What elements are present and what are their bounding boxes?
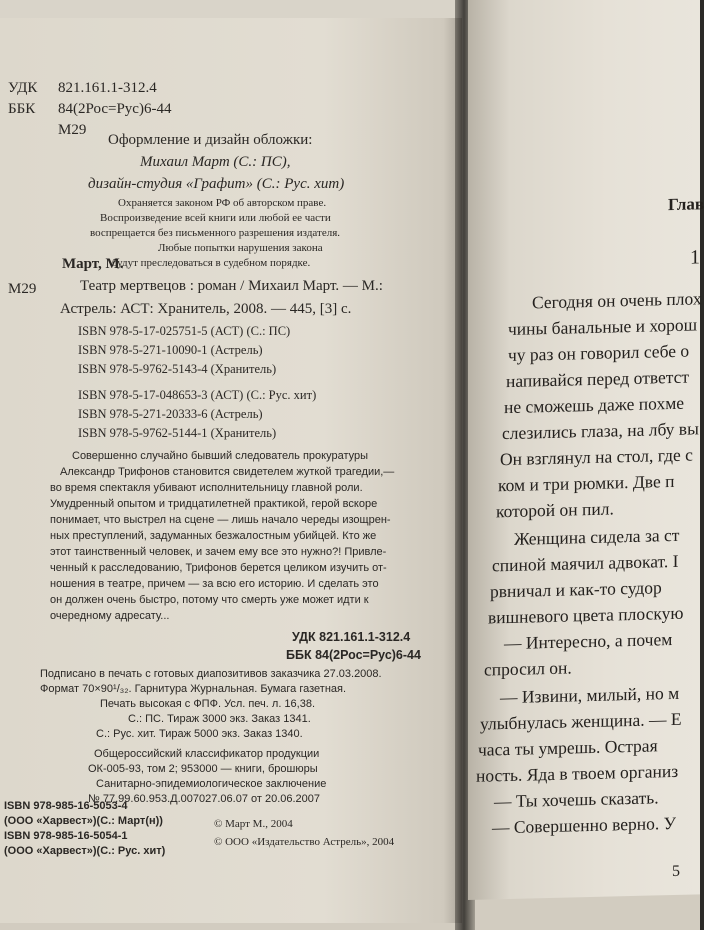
harvest-isbn-line: ISBN 978-985-16-5054-1 (4, 830, 128, 842)
text-line: — Ты хочешь сказать. (494, 787, 659, 812)
copyright-notice-5: будут преследоваться в судебном порядке. (112, 257, 311, 269)
isbn-line: ISBN 978-5-271-20333-6 (Астрель) (78, 407, 263, 421)
udk-code: 821.161.1-312.4 (58, 80, 157, 96)
text-line: ность. Яда в твоем организ (476, 760, 679, 786)
design-line-1: Оформление и дизайн обложки: (108, 132, 313, 148)
copyright-notice-3: воспрещается без письменного разрешения издателя. (90, 227, 341, 239)
text-line: не сможешь даже похме (504, 392, 685, 418)
left-page (0, 18, 462, 923)
bib-line-2: Астрель: АСТ: Хранитель, 2008. — 445, [3] с. (60, 301, 352, 317)
text-line: ком и три рюмки. Две п (498, 470, 675, 496)
classifier-line: № 77.99.60.953.Д.007027.06.07 от 20.06.2007 (88, 793, 321, 805)
text-line: Сегодня он очень плох (532, 288, 702, 313)
udk-bottom: УДК 821.161.1-312.4 (292, 630, 411, 644)
print-info-line: Подписано в печать с готовых диапозитивов заказчика 27.03.2008. (40, 668, 382, 680)
author-name: Март, М. (62, 256, 124, 272)
classifier-line: ОК-005-93, том 2; 953000 — книги, брошюры (88, 763, 318, 775)
text-line: вишневого цвета плоскую (488, 602, 684, 628)
text-line: напивайся перед ответст (506, 366, 690, 392)
copyright-notice-2: Воспроизведение всей книги или любой ее части (100, 212, 331, 224)
copyright-author: © Март М., 2004 (214, 818, 293, 830)
isbn-line: ISBN 978-5-271-10090-1 (Астрель) (78, 343, 263, 357)
text-line: — Совершенно верно. У (492, 812, 677, 838)
annotation-line: Александр Трифонов становится свидетелем жуткой трагедии,— (60, 466, 395, 478)
text-line: слезились глаза, на лбу вы (502, 418, 699, 444)
text-line: которой он пил. (496, 498, 614, 522)
text-line: — Интересно, а почем (504, 629, 673, 654)
text-line: — Извини, милый, но м (500, 682, 680, 708)
print-info-line: Формат 70×90¹/₃₂. Гарнитура Журнальная. Бумага газетная. (40, 683, 347, 695)
harvest-isbn-line: (ООО «Харвест»)(С.: Рус. хит) (4, 845, 166, 857)
copyright-notice-4: Любые попытки нарушения закона (158, 242, 323, 254)
annotation-line: понимает, что выстрел на сцене — лишь начало череды изощрен- (50, 514, 391, 526)
code-m29-top: М29 (58, 122, 87, 138)
annotation-line: ченный к расследованию, Трифонов берется целиком изучить от- (50, 562, 387, 574)
classifier-line: Общероссийский классификатор продукции (94, 748, 320, 760)
text-line: чу раз он говорил себе о (508, 340, 690, 366)
classifier-line: Санитарно-эпидемиологическое заключение (96, 778, 327, 790)
text-line: часа ты умрешь. Острая (478, 735, 658, 760)
text-line: рвничал и как-то судор (490, 577, 662, 602)
text-line: улыбнулась женщина. — Е (480, 708, 682, 734)
isbn-line: ISBN 978-5-9762-5143-4 (Хранитель) (78, 362, 277, 376)
annotation-line: очередному адресату... (50, 610, 170, 622)
annotation-line: во время спектакля убивают исполнительницу главной роли. (50, 482, 363, 494)
right-page (468, 0, 704, 900)
print-info-line: С.: ПС. Тираж 3000 экз. Заказ 1341. (128, 713, 311, 725)
isbn-line: ISBN 978-5-9762-5144-1 (Хранитель) (78, 426, 277, 440)
copyright-notice-1: Охраняется законом РФ об авторском праве. (118, 197, 327, 209)
chapter-heading: Глав (668, 194, 704, 215)
design-line-3: дизайн-студия «Графит» (С.: Рус. хит) (88, 176, 345, 192)
page-number: 5 (672, 862, 680, 881)
harvest-isbn-line: (ООО «Харвест»)(С.: Март(н)) (4, 815, 163, 827)
text-line: спросил он. (484, 657, 572, 680)
bbk-code: 84(2Рос=Рус)6-44 (58, 101, 172, 117)
chapter-number: 1 (690, 246, 700, 269)
isbn-line: ISBN 978-5-17-048653-3 (АСТ) (С.: Рус. хит) (78, 388, 317, 402)
text-line: Он взглянул на стол, где с (500, 444, 693, 470)
udk-label: УДК (8, 80, 38, 96)
bbk-bottom: ББК 84(2Рос=Рус)6-44 (286, 648, 421, 662)
print-info-line: С.: Рус. хит. Тираж 5000 экз. Заказ 1340. (96, 728, 303, 740)
annotation-line: Совершенно случайно бывший следователь прокуратуры (72, 450, 369, 462)
bbk-label: ББК (8, 101, 36, 117)
copyright-publisher: © ООО «Издательство Астрель», 2004 (214, 836, 395, 848)
annotation-line: он должен очень быстро, потому что смерть уже может идти к (50, 594, 369, 606)
isbn-line: ISBN 978-5-17-025751-5 (АСТ) (С.: ПС) (78, 324, 291, 338)
design-line-2: Михаил Март (С.: ПС), (140, 154, 291, 170)
annotation-line: Умудренный опытом и тридцатилетней практикой, герой вскоре (50, 498, 378, 510)
text-line: чины банальные и хорош (508, 314, 698, 340)
code-m29-side: М29 (8, 281, 37, 297)
text-line: спиной маячил адвокат. І (492, 550, 679, 576)
bib-line-1: Театр мертвецов : роман / Михаил Март. — М.: (80, 278, 383, 294)
text-line: Женщина сидела за ст (514, 524, 680, 549)
print-info-line: Печать высокая с ФПФ. Усл. печ. л. 16,38. (100, 698, 316, 710)
annotation-line: ношения в театре, причем — за всю его историю. И сделать это (50, 578, 379, 590)
annotation-line: ных преступлений, задуманных безжалостным убийцей. Кто же (50, 530, 377, 542)
annotation-line: этот таинственный человек, и зачем ему все это нужно?! Привле- (50, 546, 387, 558)
harvest-isbn-line: ISBN 978-985-16-5053-4 (4, 800, 128, 812)
